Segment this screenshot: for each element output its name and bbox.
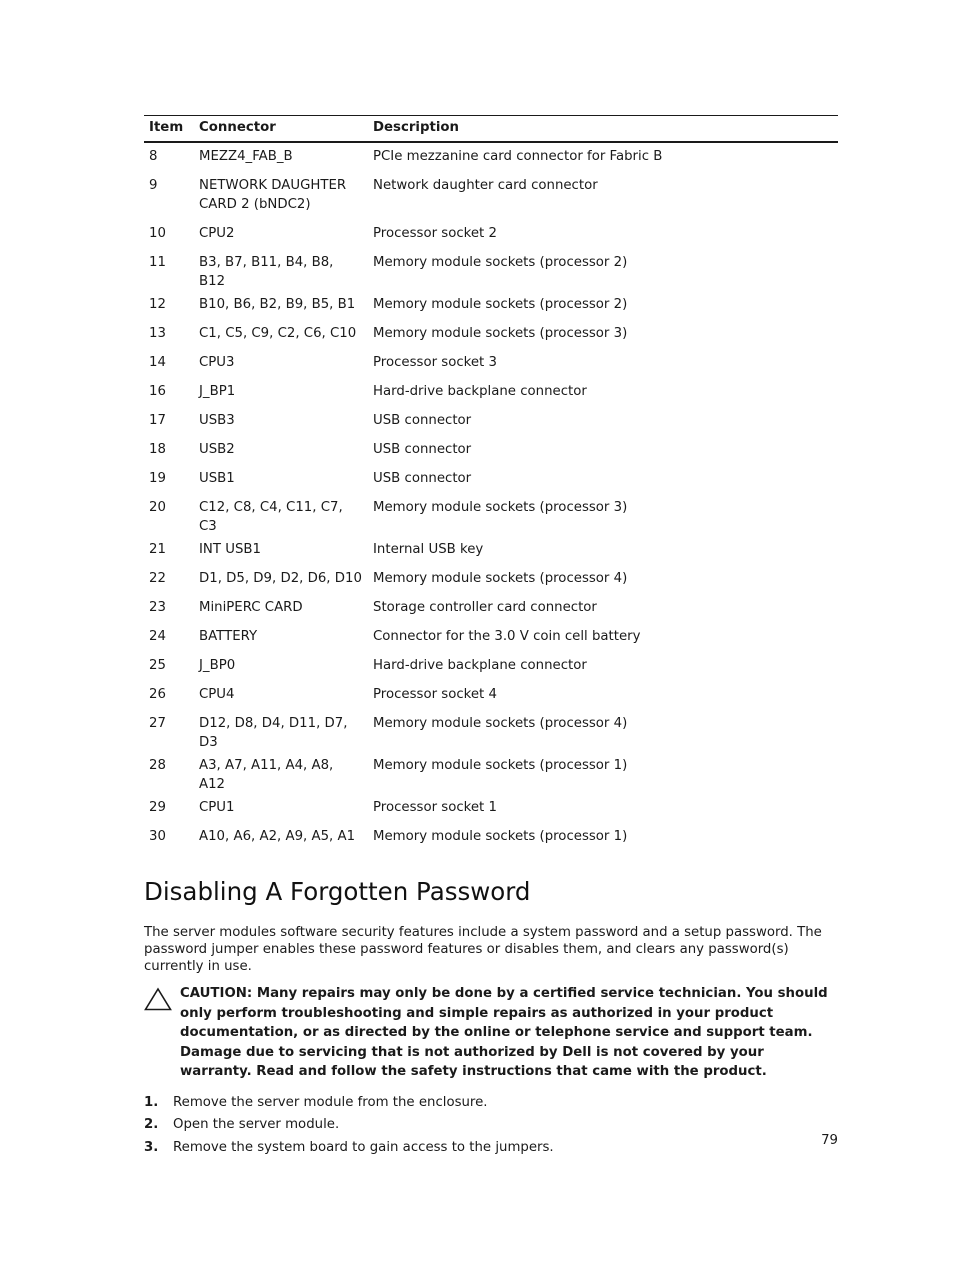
table-row: [144, 536, 838, 565]
cell-connector: A10, A6, A2, A9, A5, A1: [199, 829, 356, 844]
cell-description: Processor socket 4: [373, 687, 497, 702]
table-row: [144, 220, 838, 249]
cell-description: USB connector: [373, 471, 472, 486]
section-title: Disabling A Forgotten Password: [144, 877, 531, 906]
cell-item: 27: [149, 716, 166, 731]
cell-item: 16: [149, 384, 166, 399]
cell-item: 14: [149, 355, 166, 370]
cell-description: Memory module sockets (processor 3): [373, 326, 628, 341]
table-row: [144, 794, 838, 823]
table-row: [144, 652, 838, 681]
cell-description: Processor socket 1: [373, 800, 497, 815]
cell-description: Connector for the 3.0 V coin cell battery: [373, 629, 641, 644]
cell-item: 10: [149, 226, 166, 241]
table-row: [144, 681, 838, 710]
connector-table: [144, 115, 838, 852]
table-row: [144, 494, 838, 536]
cell-connector: INT USB1: [199, 542, 261, 557]
table-header-row: [144, 116, 838, 143]
cell-item: 28: [149, 758, 166, 773]
header-connector: Connector: [194, 116, 368, 143]
cell-item: 12: [149, 297, 166, 312]
step-text: Open the server module.: [173, 1117, 340, 1132]
caution-triangle-icon: [144, 987, 172, 1011]
cell-connector: CPU2: [199, 226, 235, 241]
cell-description: Internal USB key: [373, 542, 484, 557]
cell-description: Memory module sockets (processor 3): [373, 500, 628, 515]
cell-item: 18: [149, 442, 166, 457]
cell-connector: D1, D5, D9, D2, D6, D10: [199, 571, 362, 586]
cell-description: Memory module sockets (processor 1): [373, 758, 628, 773]
table-row: [144, 465, 838, 494]
cell-description: USB connector: [373, 442, 472, 457]
cell-connector: CPU1: [199, 800, 235, 815]
cell-description: Network daughter card connector: [373, 178, 598, 193]
cell-item: 25: [149, 658, 166, 673]
step-number: 2.: [144, 1117, 159, 1132]
table-row: [144, 320, 838, 349]
cell-description: Memory module sockets (processor 4): [373, 571, 628, 586]
table-row: [144, 436, 838, 465]
step-text: Remove the system board to gain access to the jumpers.: [173, 1139, 554, 1155]
list-item: [144, 1093, 838, 1116]
cell-item: 20: [149, 500, 166, 515]
cell-description: Memory module sockets (processor 2): [373, 255, 628, 270]
step-text: Remove the server module from the enclosure.: [173, 1094, 488, 1110]
step-number: 3.: [144, 1139, 159, 1155]
cell-connector: USB3: [199, 413, 235, 428]
list-item: [144, 1138, 838, 1161]
cell-item: 29: [149, 800, 166, 815]
cell-connector: J_BP1: [199, 384, 236, 399]
cell-description: Memory module sockets (processor 1): [373, 829, 628, 844]
steps-list: [144, 1093, 838, 1161]
cell-item: 19: [149, 471, 166, 486]
cell-item: 22: [149, 571, 166, 586]
table-row: [144, 407, 838, 436]
cell-connector: A3, A7, A11, A4, A8, A12: [199, 758, 334, 792]
cell-description: Memory module sockets (processor 4): [373, 716, 628, 731]
header-description: Description: [368, 116, 838, 143]
cell-item: 30: [149, 829, 166, 844]
cell-item: 21: [149, 542, 166, 557]
table-row: [144, 823, 838, 852]
table-row: [144, 142, 838, 172]
table-row: [144, 378, 838, 407]
page-number: 79: [821, 1133, 838, 1148]
cell-connector: C12, C8, C4, C11, C7, C3: [199, 500, 343, 534]
cell-connector: CPU3: [199, 355, 235, 370]
cell-item: 13: [149, 326, 166, 341]
cell-description: Memory module sockets (processor 2): [373, 297, 628, 312]
table-row: [144, 710, 838, 752]
cell-description: Processor socket 2: [373, 226, 497, 241]
cell-description: Processor socket 3: [373, 355, 497, 370]
cell-description: PCIe mezzanine card connector for Fabric B: [373, 149, 663, 164]
list-item: [144, 1115, 838, 1138]
table-row: [144, 249, 838, 291]
cell-connector: B3, B7, B11, B4, B8, B12: [199, 255, 334, 289]
caution-text: CAUTION: Many repairs may only be done by a certified service technician. You should only perform troubleshooting and simple repairs as authorized in your product documentation, or as directed by the online or telephone service and support team. Damage due to servicing that is not authorized by Dell is not covered by your warranty. Read and follow the safety instructions that came with the product.: [180, 986, 828, 1079]
intro-paragraph: The server modules software security features include a system password and a setup password. The password jumper enables these password features or disables them, and clears any password(s) currently in use.: [144, 925, 822, 974]
cell-connector: J_BP0: [199, 658, 236, 673]
cell-item: 24: [149, 629, 166, 644]
cell-item: 9: [149, 178, 158, 193]
table-row: [144, 349, 838, 378]
cell-description: Hard-drive backplane connector: [373, 658, 587, 673]
table-row: [144, 752, 838, 794]
cell-description: Storage controller card connector: [373, 600, 597, 615]
cell-connector: B10, B6, B2, B9, B5, B1: [199, 297, 356, 312]
table-row: [144, 172, 838, 220]
cell-item: 8: [149, 149, 158, 164]
step-number: 1.: [144, 1094, 159, 1110]
cell-connector: MEZZ4_FAB_B: [199, 149, 293, 164]
cell-item: 23: [149, 600, 166, 615]
cell-connector: NETWORK DAUGHTER CARD 2 (bNDC2): [199, 178, 347, 212]
cell-description: Hard-drive backplane connector: [373, 384, 587, 399]
cell-item: 26: [149, 687, 166, 702]
table-row: [144, 623, 838, 652]
cell-connector: D12, D8, D4, D11, D7, D3: [199, 716, 348, 750]
cell-description: USB connector: [373, 413, 472, 428]
page-content: [144, 115, 838, 1160]
cell-connector: USB1: [199, 471, 235, 486]
cell-connector: C1, C5, C9, C2, C6, C10: [199, 326, 357, 341]
caution-notice: [144, 984, 838, 1082]
table-row: [144, 594, 838, 623]
cell-item: 17: [149, 413, 166, 428]
header-item: Item: [144, 116, 194, 143]
cell-connector: MiniPERC CARD: [199, 600, 303, 615]
cell-connector: CPU4: [199, 687, 235, 702]
cell-item: 11: [149, 255, 166, 270]
table-row: [144, 291, 838, 320]
cell-connector: BATTERY: [199, 629, 258, 644]
table-row: [144, 565, 838, 594]
cell-connector: USB2: [199, 442, 235, 457]
